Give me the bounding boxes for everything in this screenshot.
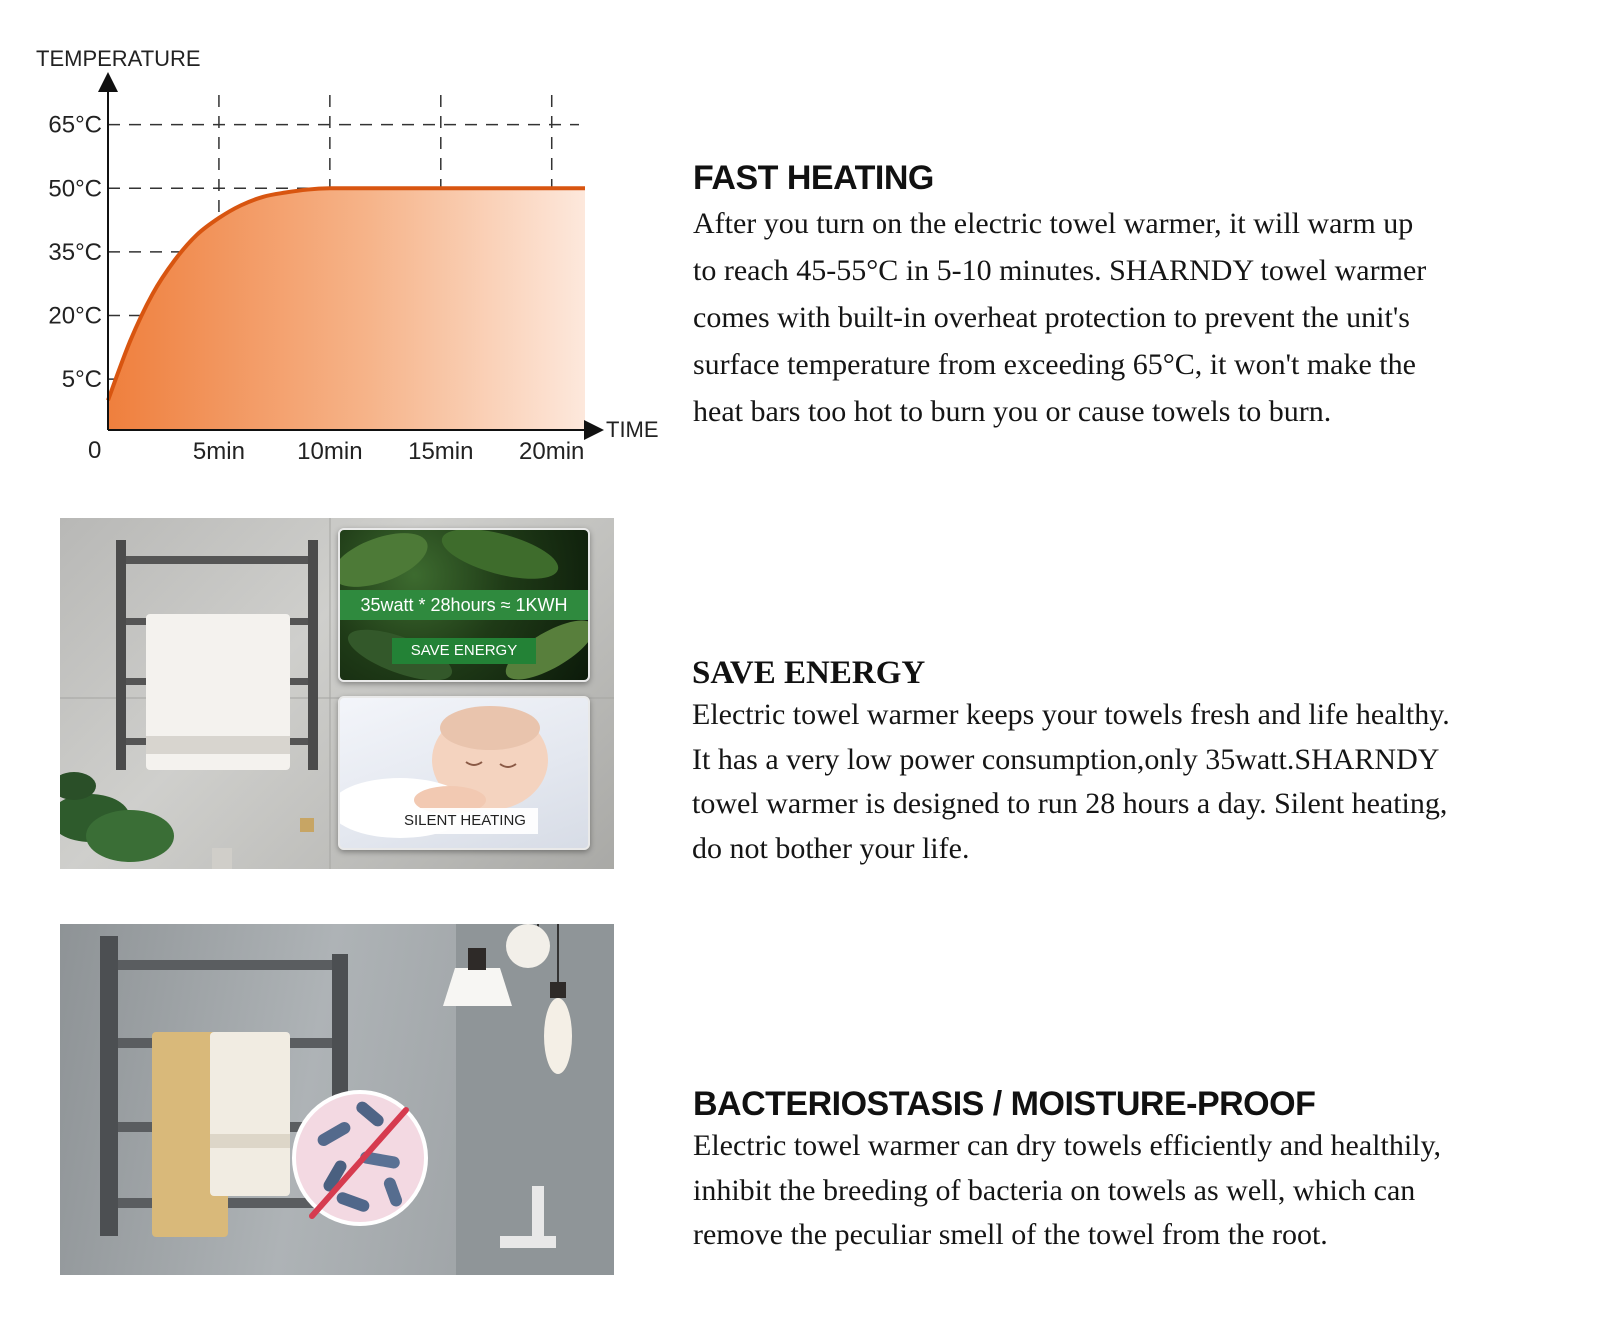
origin-label: 0 xyxy=(88,437,102,464)
silent-heating-label: SILENT HEATING xyxy=(392,808,538,834)
energy-formula-banner: 35watt * 28hours ≈ 1KWH xyxy=(340,590,588,620)
save-energy-badge: SAVE ENERGY xyxy=(392,638,536,664)
y-tick-label: 20°C xyxy=(48,302,102,330)
y-tick-label: 5°C xyxy=(61,366,102,394)
save-energy-card xyxy=(338,528,590,682)
body-line: inhibit the breeding of bacteria on towels as well, which can xyxy=(693,1173,1416,1207)
save-energy-section xyxy=(692,653,1572,871)
body-line: surface temperature from exceeding 65°C, it won't make the xyxy=(693,348,1416,381)
y-tick-label: 50°C xyxy=(48,175,102,203)
y-axis-title: TEMPERATURE xyxy=(36,46,201,71)
x-tick-label: 10min xyxy=(297,438,363,465)
temperature-chart xyxy=(0,0,660,480)
save-energy-body xyxy=(692,693,1572,871)
y-tick-label: 35°C xyxy=(48,238,102,266)
body-line: Electric towel warmer can dry towels efficiently and healthily, xyxy=(693,1129,1442,1162)
x-tick-label: 5min xyxy=(192,438,245,465)
temperature-area xyxy=(108,188,585,430)
y-tick-label: 65°C xyxy=(48,111,102,139)
body-line: comes with built-in overheat protection to prevent the unit's xyxy=(693,301,1410,334)
bacteriostasis-photo xyxy=(60,924,614,1275)
towel-rail-bacteria-illustration xyxy=(60,924,614,1275)
body-line: It has a very low power consumption,only 35watt.SHARNDY xyxy=(692,742,1440,776)
body-line: heat bars too hot to burn you or cause towels to burn. xyxy=(693,395,1332,428)
body-line: After you turn on the electric towel warmer, it will warm up xyxy=(693,207,1414,240)
fast-heating-title: FAST HEATING xyxy=(693,159,934,197)
bacteriostasis-body xyxy=(693,1124,1573,1258)
body-line: remove the peculiar smell of the towel from the root. xyxy=(693,1218,1328,1251)
x-tick-label: 20min xyxy=(519,438,585,465)
x-axis-title: TIME xyxy=(606,417,659,442)
fast-heating-body xyxy=(693,200,1573,435)
body-line: to reach 45-55°C in 5-10 minutes. SHARNDY towel warmer xyxy=(693,254,1427,287)
save-energy-photo xyxy=(60,518,614,869)
x-tick-label: 15min xyxy=(408,438,474,465)
bacteriostasis-section xyxy=(693,1084,1573,1258)
save-energy-title: SAVE ENERGY xyxy=(692,655,926,691)
body-line: do not bother your life. xyxy=(692,831,970,865)
bacteriostasis-title: BACTERIOSTASIS / MOISTURE-PROOF xyxy=(693,1085,1316,1123)
body-line: Electric towel warmer keeps your towels fresh and life healthy. xyxy=(692,698,1450,731)
fast-heating-section xyxy=(693,158,1573,435)
body-line: towel warmer is designed to run 28 hours a day. Silent heating, xyxy=(692,787,1448,820)
silent-heating-card xyxy=(338,696,590,850)
